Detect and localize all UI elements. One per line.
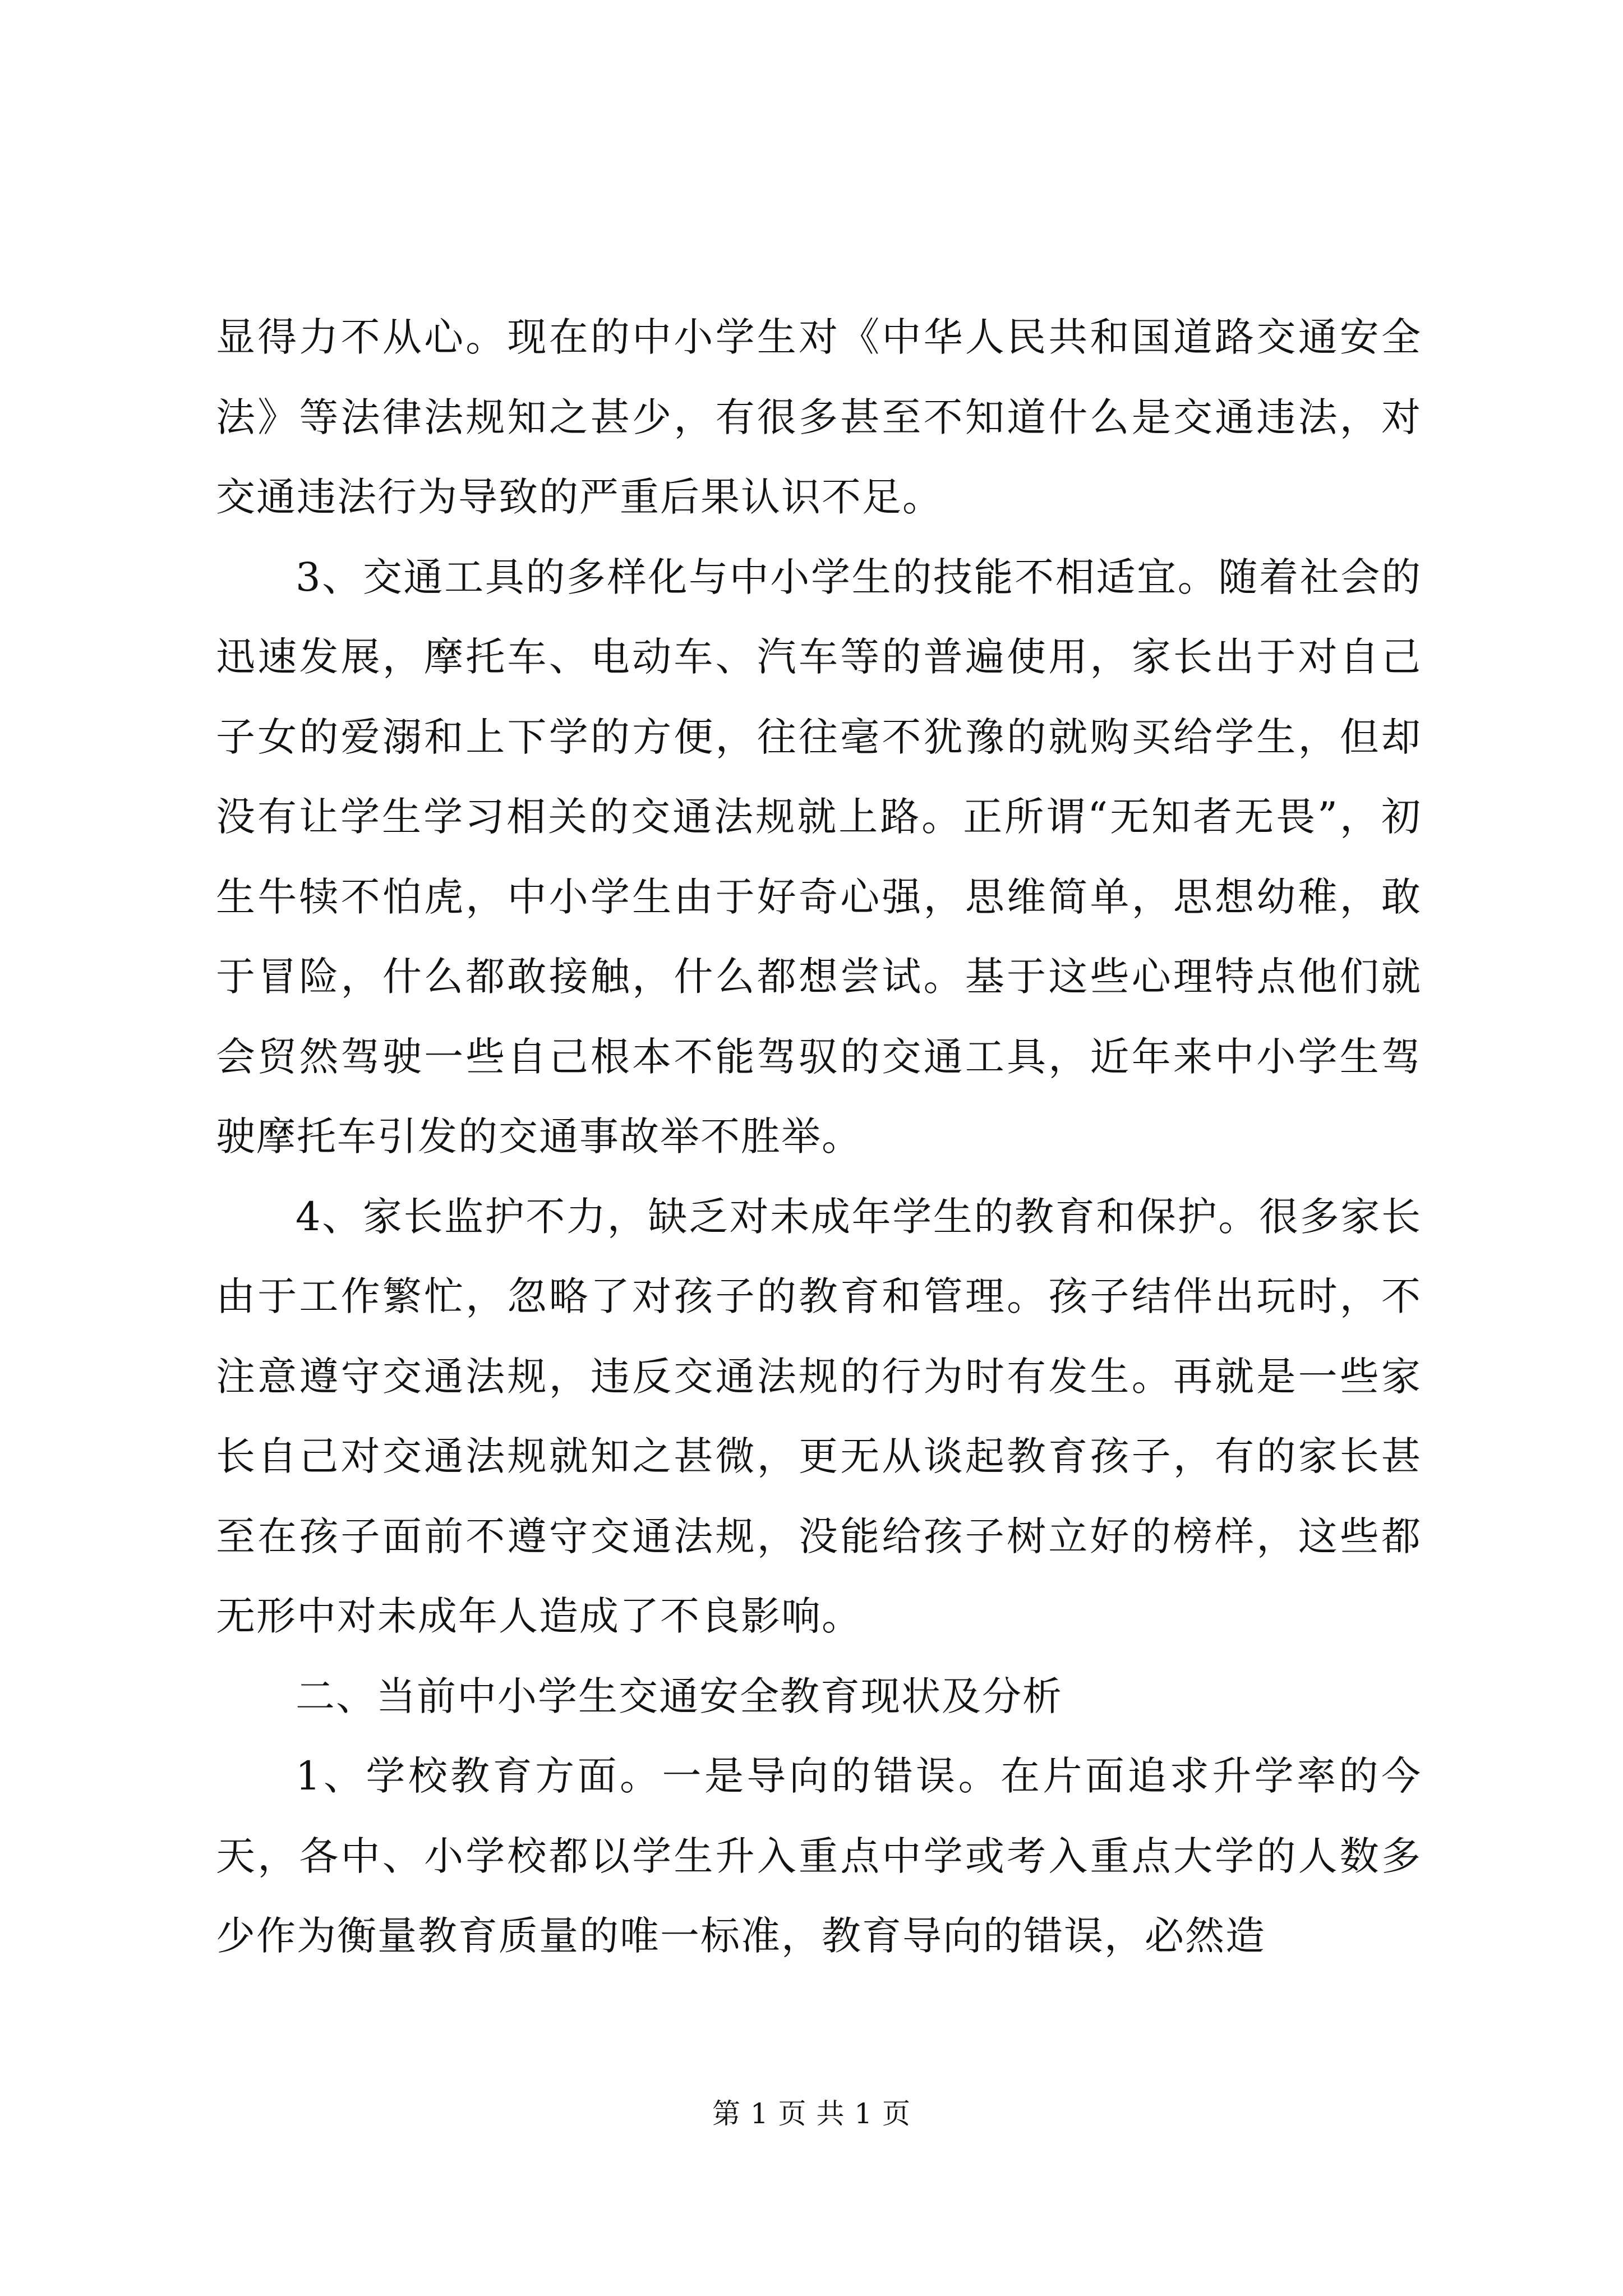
paragraph-continuation: 显得力不从心。现在的中小学生对《中华人民共和国道路交通安全法》等法律法规知之甚少，有很多甚至不知道什么是交通违法，对交通违法行为导致的严重后果认识不足。: [216, 314, 1422, 520]
document-body: [216, 297, 1422, 1976]
paragraph-item-1: 1、学校教育方面。一是导向的错误。在片面追求升学率的今天，各中、小学校都以学生升入重点中学或考入重点大学的人数多少作为衡量教育质量的唯一标准，教育导向的错误，必然造: [216, 1753, 1422, 1959]
paragraph-item-4: 4、家长监护不力，缺乏对未成年学生的教育和保护。很多家长由于工作繁忙，忽略了对孩子的教育和管理。孩子结伴出玩时，不注意遵守交通法规，违反交通法规的行为时有发生。再就是一些家长自己对交通法规就知之甚微，更无从谈起教育孩子，有的家长甚至在孩子面前不遵守交通法规，没能给孩子树立好的榜样，这些都无形中对未成年人造成了不良影响。: [216, 1193, 1422, 1639]
paragraph-item-3: 3、交通工具的多样化与中小学生的技能不相适宜。随着社会的迅速发展，摩托车、电动车、汽车等的普遍使用，家长出于对自己子女的爱溺和上下学的方便，往往毫不犹豫的就购买给学生，但却没有让学生学习相关的交通法规就上路。正所谓“无知者无畏”，初生牛犊不怕虎，中小学生由于好奇心强，思维简单，思想幼稚，敢于冒险，什么都敢接触，什么都想尝试。基于这些心理特点他们就会贸然驾驶一些自己根本不能驾驭的交通工具，近年来中小学生驾驶摩托车引发的交通事故举不胜举。: [216, 554, 1422, 1159]
section-heading-2: 二、当前中小学生交通安全教育现状及分析: [296, 1673, 1063, 1719]
page-number-footer: 第 1 页 共 1 页: [712, 2097, 911, 2130]
